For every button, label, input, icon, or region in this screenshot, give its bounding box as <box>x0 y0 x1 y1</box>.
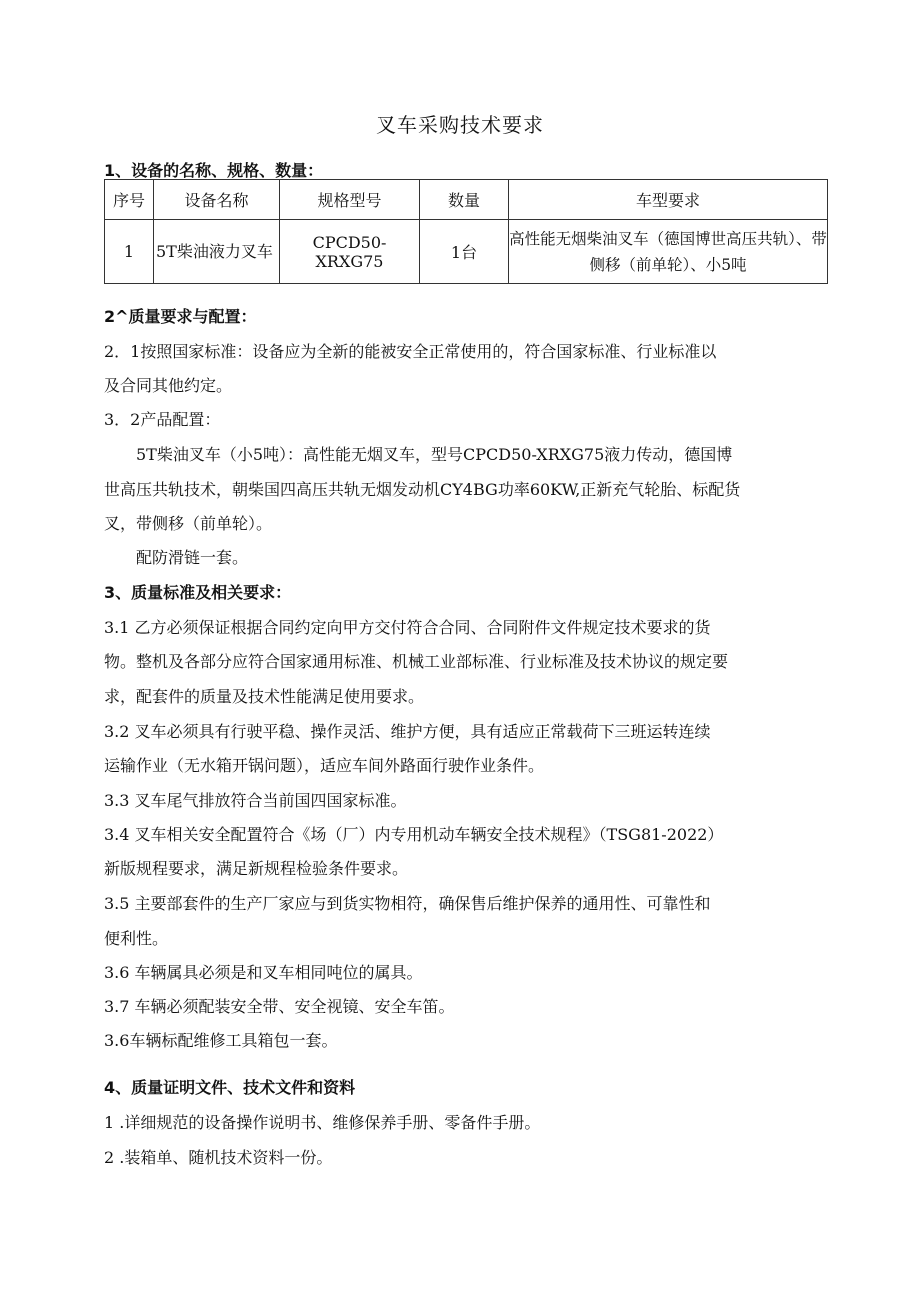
section3-item1-line2: 物。整机及各部分应符合国家通用标准、机械工业部标准、行业标准及技术协议的规定要 <box>104 652 729 671</box>
header-qty: 数量 <box>420 180 509 220</box>
document-title: 叉车采购技术要求 <box>376 113 544 137</box>
section1-heading: 1、设备的名称、规格、数量： <box>104 161 324 180</box>
section4-item2: 2 .装箱单、随机技术资料一份。 <box>104 1148 333 1167</box>
section2-para4: 配防滑链一套。 <box>136 548 249 567</box>
cell-qty: 1台 <box>420 220 509 284</box>
section2-para3-line2: 世高压共轨技术，朝柴国四高压共轨无烟发动机CY4BG功率60KW,正新充气轮胎、标配货 <box>104 480 741 499</box>
section3-item4-line1: 3.4 叉车相关安全配置符合《场（厂）内专用机动车辆安全技术规程》（TSG81-2022） <box>104 825 724 844</box>
section3-item5-line2: 便利性。 <box>104 929 169 948</box>
section2-para1-line2: 及合同其他约定。 <box>104 376 233 395</box>
section3-item1-line3: 求，配套件的质量及技术性能满足使用要求。 <box>104 687 425 706</box>
cell-no: 1 <box>105 220 154 284</box>
section4-heading: 4、质量证明文件、技术文件和资料 <box>104 1078 356 1097</box>
equipment-table <box>104 179 828 284</box>
cell-model: CPCD50-XRXG75 <box>280 220 420 284</box>
section3-item1-line1: 3.1 乙方必须保证根据合同约定向甲方交付符合合同、合同附件文件规定技术要求的货 <box>104 618 711 637</box>
section3-item2-line2: 运输作业（无水箱开锅问题），适应车间外路面行驶作业条件。 <box>104 756 545 775</box>
section2-para2: 3．2产品配置： <box>104 410 221 429</box>
section3-item3: 3.3 叉车尾气排放符合当前国四国家标准。 <box>104 791 407 810</box>
section2-heading: 2^质量要求与配置： <box>104 307 257 326</box>
header-req: 车型要求 <box>509 180 828 220</box>
section3-item8: 3.6车辆标配维修工具箱包一套。 <box>104 1031 338 1050</box>
header-no: 序号 <box>105 180 154 220</box>
header-name: 设备名称 <box>154 180 280 220</box>
header-model: 规格型号 <box>280 180 420 220</box>
section3-item4-line2: 新版规程要求，满足新规程检验条件要求。 <box>104 859 409 878</box>
section3-item5-line1: 3.5 主要部套件的生产厂家应与到货实物相符，确保售后维护保养的通用性、可靠性和 <box>104 894 711 913</box>
section2-para1-line1: 2．1按照国家标准：设备应为全新的能被安全正常使用的，符合国家标准、行业标准以 <box>104 342 717 361</box>
cell-req: 高性能无烟柴油叉车（德国博世高压共轨）、带侧移（前单轮）、小5吨 <box>509 220 828 284</box>
section3-item2-line1: 3.2 叉车必须具有行驶平稳、操作灵活、维护方便，具有适应正常载荷下三班运转连续 <box>104 722 711 741</box>
cell-name: 5T柴油液力叉车 <box>154 220 280 284</box>
section2-para3-line3: 叉，带侧移（前单轮）。 <box>104 514 273 533</box>
section3-item7: 3.7 车辆必须配装安全带、安全视镜、安全车笛。 <box>104 997 455 1016</box>
section3-item6: 3.6 车辆属具必须是和叉车相同吨位的属具。 <box>104 963 423 982</box>
section3-heading: 3、质量标准及相关要求： <box>104 583 292 602</box>
section2-para3-line1: 5T柴油叉车（小5吨）：高性能无烟叉车，型号CPCD50-XRXG75液力传动，德国博 <box>136 445 733 464</box>
table-header-row <box>105 180 828 220</box>
section4-item1: 1 .详细规范的设备操作说明书、维修保养手册、零备件手册。 <box>104 1113 541 1132</box>
table-row <box>105 220 828 284</box>
